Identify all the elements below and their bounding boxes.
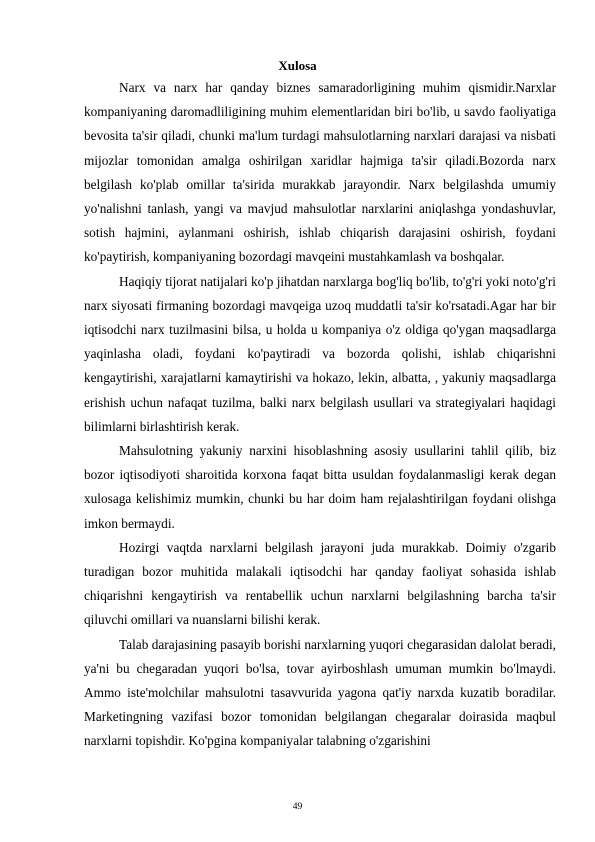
paragraph-1: Narx va narx har qanday biznes samaradorligining muhim qismidir.Narxlar kompaniyaning daromadliligining muhim elementlaridan biri bo'lib, u savdo faoliyatiga bevosita ta'sir qiladi, chunki ma'lum turdagi mahsulotlarning narxlari darajasi va nisbati mijozlar tomonidan amalga oshirilgan xaridlar hajmiga ta'sir qiladi.Bozorda narx belgilash ko'plab omillar ta'sirida murakkab jarayondir. Narx belgilashda umumiy yo'nalishni tanlash, yangi va mavjud mahsulotlar narxlarini aniqlashga yondashuvlar, sotish hajmini, aylanmani oshirish, ishlab chiqarish darajasini oshirish, foydani ko'paytirish, kompaniyaning bozordagi mavqeini mustahkamlash va boshqalar. xyxy=(84,80,556,265)
paragraph-3: Mahsulotning yakuniy narxini hisoblashning asosiy usullarini tahlil qilib, biz bozor iqtisodiyoti sharoitida korxona faqat bitta usuldan foydalanmasligi kerak degan xulosaga kelishimiz mumkin, chunki bu har doim ham rejalashtirilgan foydani olishga imkon bermaydi. xyxy=(84,443,556,531)
body-text xyxy=(84,76,556,754)
page-number: 49 xyxy=(292,802,303,812)
paragraph-5: Talab darajasining pasayib borishi narxlarning yuqori chegarasidan dalolat beradi, ya'ni bu chegaradan yuqori bo'lsa, tovar ayirboshlash umuman mumkin bo'lmaydi. Ammo iste'molchilar mahsulotni tasavvurida yagona qat'iy narxda kuzatib boradilar. Marketingning vazifasi bozor tomonidan belgilangan chegaralar doirasida maqbul narxlarni topishdir. Ko'pgina kompaniyalar talabning o'zgarishini xyxy=(84,636,556,749)
page-title: Xulosa xyxy=(278,58,317,73)
paragraph-4: Hozirgi vaqtda narxlarni belgilash jarayoni juda murakkab. Doimiy o'zgarib turadigan bozor muhitida malakali iqtisodchi har qanday faoliyat sohasida ishlab chiqarishni kengaytirish va rentabellik uchun narxlarni belgilashning barcha ta'sir qiluvchi omillari va nuanslarni bilishi kerak. xyxy=(84,539,556,628)
paragraph-2: Haqiqiy tijorat natijalari ko'p jihatdan narxlarga bog'liq bo'lib, to'g'ri yoki noto'g'ri narx siyosati firmaning bozordagi mavqeiga uzoq muddatli ta'sir ko'rsatadi.Agar har bir iqtisodchi narx tuzilmasini bilsa, u holda u kompaniya o'z oldiga qo'ygan maqsadlarga yaqinlasha oladi, foydani ko'paytiradi va bozorda qolishi, ishlab chiqarishni kengaytirishi, xarajatlarni kamaytirishi va hokazo, lekin, albatta, , yakuniy maqsadlarga erishish uchun nafaqat tuzilma, balki narx belgilash usullari va strategiyalari haqidagi bilimlarni birlashtirish kerak. xyxy=(84,273,556,434)
